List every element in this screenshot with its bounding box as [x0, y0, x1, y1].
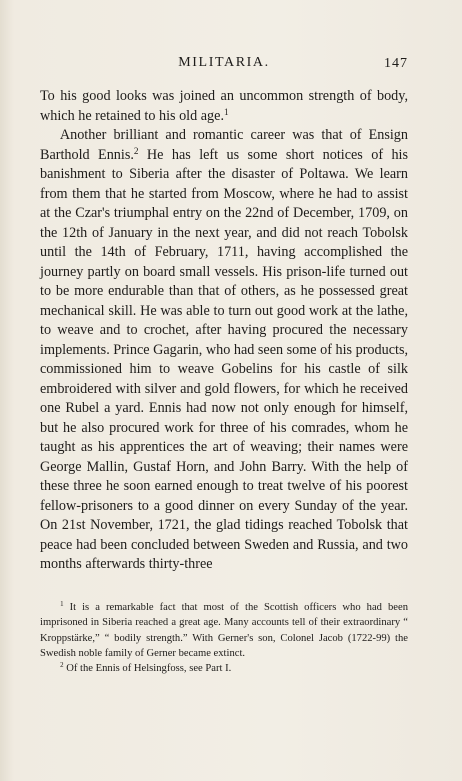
running-head: MILITARIA.: [178, 55, 270, 70]
footnote: [40, 600, 408, 661]
paragraph-text: He has left us some short notices of his banishment to Siberia after the disaster of Poltawa. We learn from them that he started from Moscow, where he had to assist at the Czar's triumphal entry on the 22nd of December, 1709, on the 12th of January in the next year, and did not reach Tobolsk until the 14th of February, 1711, having accomplished the journey partly on board small vessels. His prison-life turned out to be more endurable than that of others, as he possessed great mechanical skill. He was able to turn out good work at the lathe, to weave and to crochet, after having procured the necessary implements. Prince Gagarin, who had seen some of his products, commissioned him to weave Gobelins for his castle of silk embroidered with silver and gold flowers, for which he received one Rubel a yard. Ennis had now not only enough for himself, but he also procured work for three of his comrades, whom he taught as his apprentices the art of weaving; their names were George Mallin, Gustaf Horn, and John Barry. With the help of these three he soon earned enough to treat twelve of his poorest fellow-prisoners to a good dinner on every Sunday of the year. On 21st November, 1721, the glad tidings reached Tobolsk that peace had been concluded between Sweden and Russia, and two months afterwards thirty-three: [40, 146, 409, 572]
paragraph-text: To his good looks was joined an uncommon strength of body, which he retained to his old age.: [40, 88, 408, 124]
footnotes: [40, 600, 408, 676]
footnote-number: 1: [60, 601, 64, 609]
footnote-text: It is a remarkable fact that most of the Scottish officers who had been imprisoned in Siberia reached a great age. Many accounts tell of their extraordinary “ Kroppstärke,” “ bodily strength.” With Gerner's son, Colonel Jacob (1722-99) the Swedish noble family of Gerner became extinct.: [40, 602, 408, 659]
body-text: [40, 87, 408, 575]
footnote-ref: 2: [133, 145, 139, 156]
footnote-text: Of the Ennis of Helsingfoss, see Part I.: [63, 663, 232, 675]
page-number: 147: [384, 56, 408, 71]
paragraph: [40, 126, 408, 575]
paragraph-text: Another brilliant and romantic career was that of Ensign Barthold Ennis.: [40, 127, 408, 163]
footnote-ref: 1: [224, 106, 229, 117]
footnote-number: 2: [60, 662, 64, 670]
paragraph: [40, 87, 408, 126]
page-header: [40, 55, 408, 75]
footnote: [40, 661, 408, 676]
